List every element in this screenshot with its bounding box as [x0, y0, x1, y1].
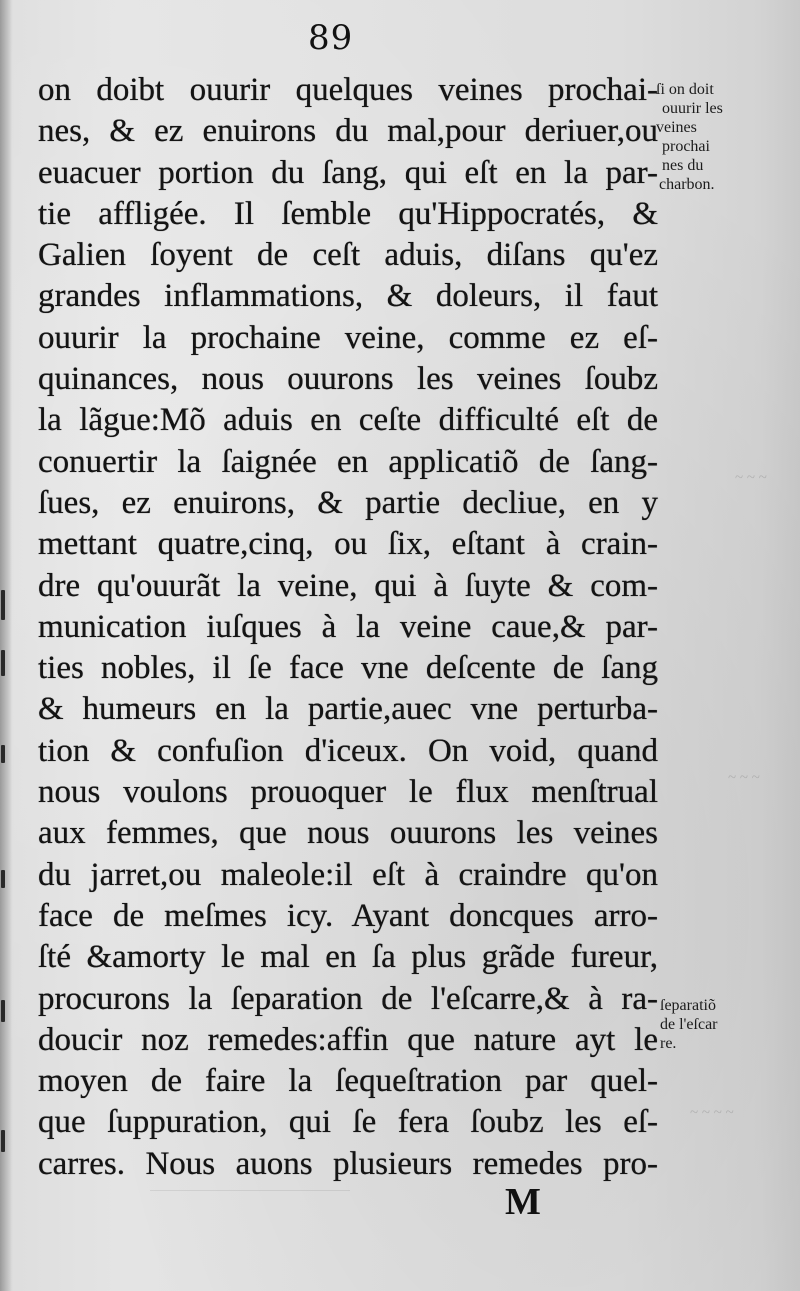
margin-note-line: ouurir les [662, 100, 723, 117]
text-line: carres. Nous auons plusieurs remedes pro- [38, 1145, 658, 1182]
binding-mark [1, 1000, 5, 1022]
text-line: tion & confuſion d'iceux. On void, quand [38, 732, 658, 769]
text-line: ſté &amorty le mal en ſa plus grãde fureur, [38, 939, 658, 976]
text-line: euacuer portion du ſang, qui eſt en la par- [38, 154, 658, 191]
text-line: mettant quatre,cinq, ou ſix, eſtant à crain- [38, 526, 658, 563]
text-line: face de meſmes icy. Ayant doncques arro- [38, 897, 658, 934]
text-line: Galien ſoyent de ceſt aduis, diſans qu'ez [38, 237, 658, 274]
text-line: nous voulons prouoquer le flux menſtrual [38, 774, 658, 811]
text-line: du jarret,ou maleole:il eſt à craindre qu'on [38, 856, 658, 893]
margin-note-line: prochai [662, 138, 710, 155]
margin-note-line: charbon. [659, 176, 715, 193]
binding-mark [1, 745, 5, 763]
margin-note-veins [656, 80, 723, 194]
binding-mark [1, 1130, 5, 1152]
margin-note-separation [660, 996, 718, 1053]
margin-note-line: veines [656, 119, 697, 136]
text-line: quinances, nous ouurons les veines ſoubz [38, 361, 658, 398]
text-line: dre qu'ouurãt la veine, qui à ſuyte & com- [38, 567, 658, 604]
margin-note-line: nes du [662, 157, 704, 174]
signature-mark: M [505, 1181, 541, 1223]
show-through-text: ~ ~ ~ [735, 470, 767, 486]
binding-mark [1, 590, 5, 620]
margin-note-line: ſi on doit [656, 81, 714, 98]
text-line: tie affligée. Il ſemble qu'Hippocratés, & [38, 195, 658, 232]
body-text [38, 70, 658, 1185]
page-number: 89 [308, 18, 354, 58]
text-line: grandes inflammations, & doleurs, il faut [38, 278, 658, 315]
binding-mark [1, 650, 5, 676]
text-line: ties nobles, il ſe face vne deſcente de ſang [38, 650, 658, 687]
text-line: moyen de faire la ſequeſtration par quel- [38, 1063, 658, 1100]
margin-note-line: ſeparatiõ [660, 997, 716, 1014]
text-line: procurons la ſeparation de l'eſcarre,& à ra- [38, 980, 658, 1017]
text-line: que ſuppuration, qui ſe fera ſoubz les eſ- [38, 1104, 658, 1141]
text-line: aux femmes, que nous ouurons les veines [38, 815, 658, 852]
text-line: nes, & ez enuirons du mal,pour deriuer,ou [38, 113, 658, 150]
page-binding-edge [0, 0, 12, 1291]
text-line: ſues, ez enuirons, & partie decliue, en y [38, 484, 658, 521]
text-line: la lãgue:Mõ aduis en ceſte difficulté eſt de [38, 402, 658, 439]
margin-note-line: re. [660, 1035, 677, 1052]
text-line: ouurir la prochaine veine, comme ez eſ- [38, 319, 658, 356]
text-line: on doibt ouurir quelques veines prochai- [38, 72, 658, 108]
margin-note-line: de l'eſcar [660, 1016, 718, 1033]
text-line: conuertir la ſaignée en applicatiõ de ſang- [38, 443, 658, 480]
show-through-text: ~ ~ ~ ~ [690, 1105, 734, 1121]
binding-mark [1, 870, 5, 888]
faint-rule [150, 1190, 350, 1191]
text-line: munication iuſques à la veine caue,& par- [38, 608, 658, 645]
text-line: doucir noz remedes:affin que nature ayt le [38, 1021, 658, 1058]
show-through-text: ~ ~ ~ [728, 770, 760, 786]
text-line: & humeurs en la partie,auec vne perturba- [38, 691, 658, 728]
